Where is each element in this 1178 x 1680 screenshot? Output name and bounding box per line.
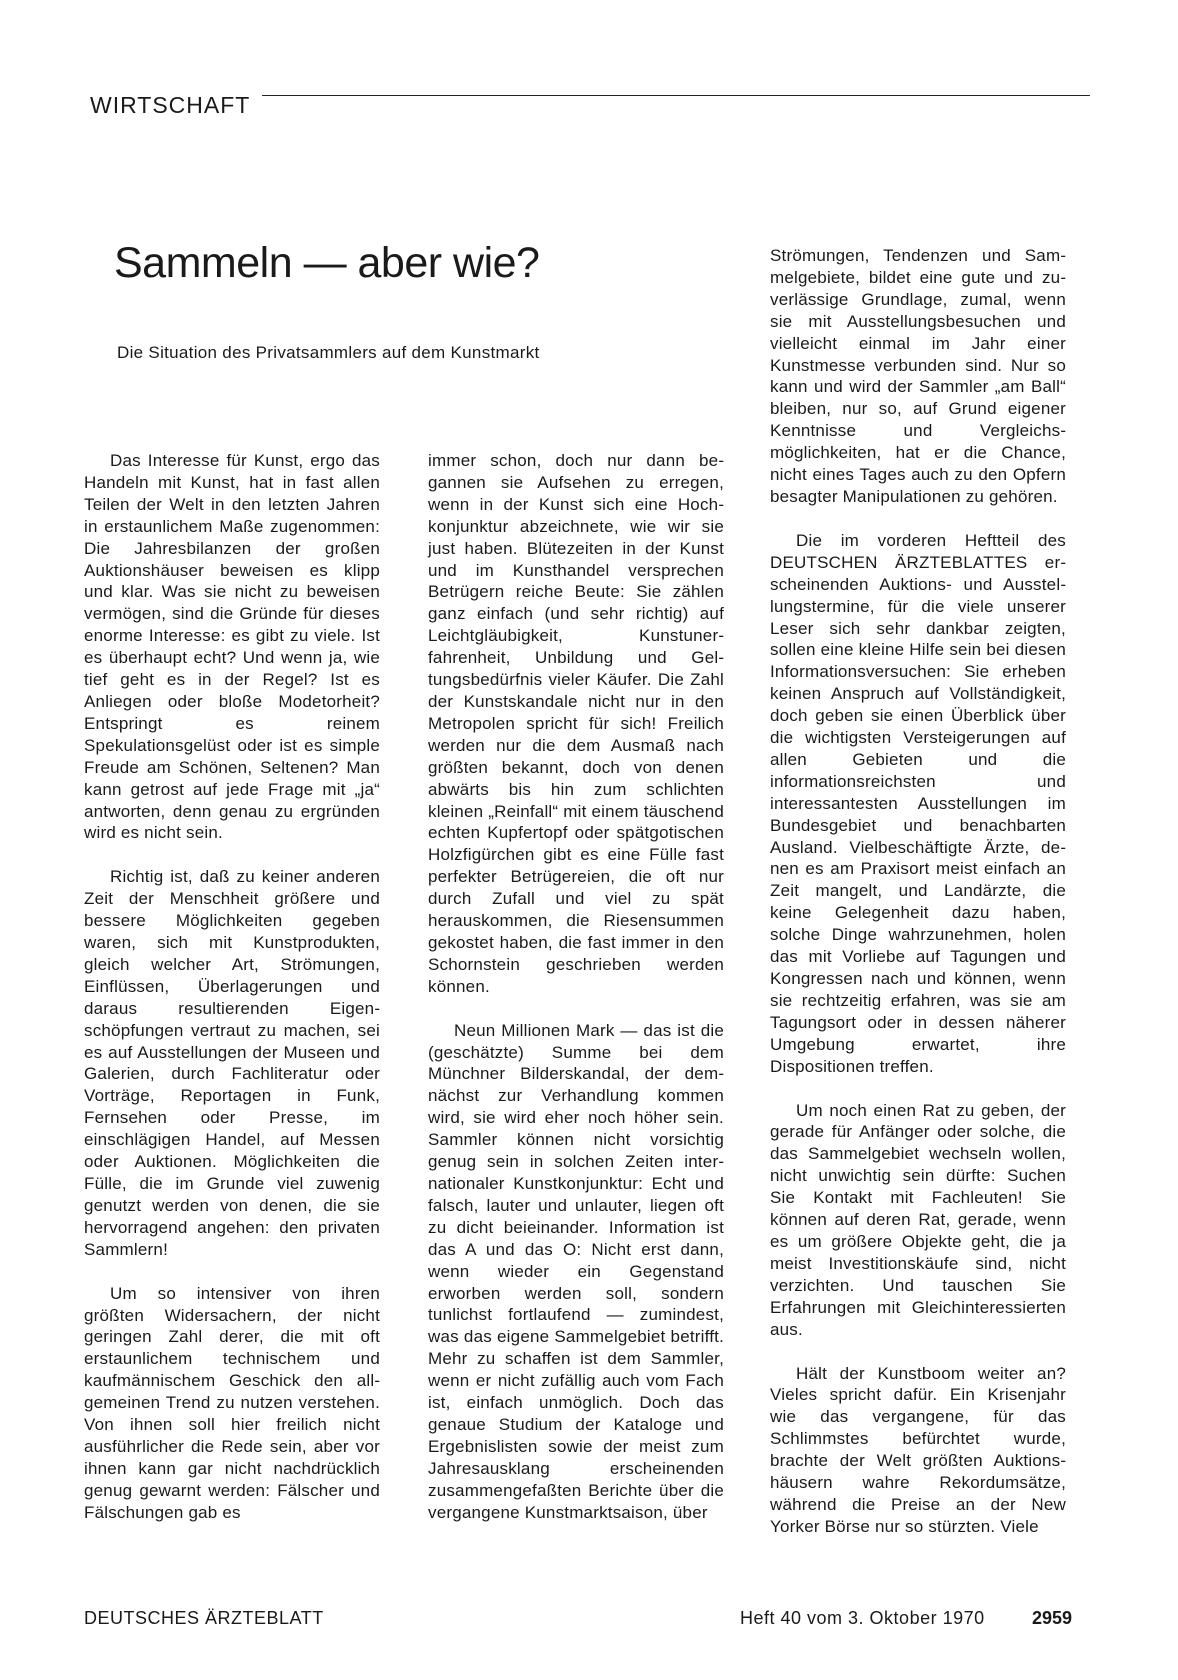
- section-header: [90, 88, 1090, 118]
- paragraph: Das Interesse für Kunst, ergo das Handeln mit Kunst, hat in fast allen Teilen der Welt in den letzten Jahren in erstaunlichem Maße zugenommen: Die Jahresbilanzen der großen Auktionshäuser beweisen es klipp und klar. Was sie nicht zu beweisen vermögen, sind die Gründe für dieses enorme Interesse: es gibt zu viele. Ist es überhaupt echt? Und wenn ja, wie tief geht es in der Regel? Ist es Anliegen oder bloße Modetorheit? Entspringt es reinem Spekulationsgelüst oder ist es simple Freude am Schönen, Seltenen? Man kann getrost auf jede Frage mit „ja“ antworten, denn genau zu ergründen wird es nicht sein.: [84, 451, 380, 843]
- article-title: Sammeln — aber wie?: [114, 239, 540, 287]
- page-number: 2959: [1032, 1608, 1073, 1628]
- paragraph: immer schon, doch nur dann begannen sie Aufsehen zu erregen, wenn in der Kunst sich eine Hochkonjunktur abzeichnete, wie wir sie just haben. Blütezeiten in der Kunst und im Kunsthandel versprechen Betrügern reiche Beute: Sie zählen ganz einfach (und sehr richtig) auf Leichtgläubigkeit, Kunstunerfahrenheit, Unbildung und Geltungsbedürfnis vieler Käufer. Die Zahl der Kunstskandale nicht nur in den Metropolen spricht für sich! Freilich werden nur die dem Ausmaß nach größten bekannt, doch von denen abwärts bis hin zum schlichten kleinen „Reinfall“ mit einem täuschend echten Kupfertopf oder spätgotischen Holzfigürchen gibt es eine Fülle fast perfekter Betrügereien, die oft nur durch Zufall und viel zu spät herauskommen, die Riesensummen gekostet haben, die fast immer in den Schornstein geschrieben werden können.: [428, 451, 724, 996]
- paragraph: Die im vorderen Heftteil des DEUTSCHEN ÄRZTEBLATTES erscheinenden Auktions- und Ausstellungstermine, für die viele unserer Leser sich sehr dankbar zeigten, sollen eine kleine Hilfe sein bei diesen Informationsversuchen: Sie erheben keinen Anspruch auf Vollständigkeit, doch geben sie einen Überblick über die wichtigsten Versteigerungen auf allen Gebieten und die informationsreichsten und interessantesten Ausstellungen im Bundesgebiet und benachbarten Ausland. Vielbeschäftigte Ärzte, denen es am Praxisort meist einfach an Zeit mangelt, und Landärzte, die keine Gelegenheit dazu haben, solche Dinge wahrzunehmen, holen das mit Vorliebe auf Tagungen und Kongressen nach und können, wenn sie rechtzeitig erfahren, was sie am Tagungsort oder in dessen näherer Umgebung erwartet, ihre Dispositionen treffen.: [770, 530, 1066, 1076]
- paragraph: Strömungen, Tendenzen und Sammelgebiete, bildet eine gute und zuverlässige Grundlage, zumal, wenn sie mit Ausstellungsbesuchen und vielleicht einmal im Jahr einer Kunstmesse verbunden sind. Nur so kann und wird der Sammler „am Ball“ bleiben, nur so, auf Grund eigener Kenntnisse und Vergleichsmöglichkeiten, hat er die Chance, nicht eines Tages auch zu den Opfern besagter Manipulationen zu gehören.: [770, 246, 1066, 506]
- paragraph: Um so intensiver von ihren größten Widersachern, der nicht geringen Zahl derer, die mit oft erstaunlichem technischem und kaufmännischem Geschick den allgemeinen Trend zu nutzen verstehen. Von ihnen soll hier freilich nicht ausführlicher die Rede sein, aber vor ihnen kann gar nicht nachdrücklich genug gewarnt werden: Fälscher und Fälschungen gab es: [84, 1283, 380, 1522]
- article-subtitle: Die Situation des Privatsammlers auf dem Kunstmarkt: [117, 343, 540, 362]
- footer-publication: DEUTSCHES ÄRZTEBLATT: [84, 1608, 324, 1628]
- footer-issue: Heft 40 vom 3. Oktober 1970: [740, 1608, 985, 1628]
- paragraph: Neun Millionen Mark — das ist die (geschätzte) Summe bei dem Münchner Bilderskandal, der demnächst zur Verhandlung kommen wird, sie wird eher noch höher sein. Sammler können nicht vorsichtig genug sein in solchen Zeiten internationaler Kunstkonjunktur: Echt und falsch, lauter und unlauter, liegen oft zu dicht beieinander. Information ist das A und das O: Nicht erst dann, wenn wieder ein Gegenstand erworben werden soll, sondern tunlichst fortlaufend — zumindest, was das eigene Sammelgebiet betrifft. Mehr zu schaffen ist dem Sammler, wenn er nicht zufällig auch vom Fach ist, einfach unmöglich. Doch das genaue Studium der Kataloge und Ergebnislisten sowie der meist zum Jahresausklang erscheinenden zusammengefaßten Berichte über die vergangene Kunstmarktsaison, über: [428, 1020, 724, 1522]
- section-label: WIRTSCHAFT: [90, 92, 251, 118]
- paragraph: Um noch einen Rat zu geben, der gerade für Anfänger oder solche, die das Sammelgebiet wechseln wollen, nicht unwichtig sein dürfte: Suchen Sie Kontakt mit Fachleuten! Sie können auf deren Rat, gerade, wenn es um größere Objekte geht, die ja meist Investitionskäufe sind, nicht verzichten. Und tauschen Sie Erfahrungen mit Gleichinteressierten aus.: [770, 1100, 1066, 1339]
- paragraph: Hält der Kunstboom weiter an? Vieles spricht dafür. Ein Krisenjahr wie das vergangene, für das Schlimmstes befürchtet wurde, brachte der Welt größten Auktionshäusern wahre Rekordumsätze, während die Preise an der New Yorker Börse nur so stürzten. Viele: [770, 1363, 1066, 1536]
- text-column-2: [428, 450, 724, 1524]
- text-column-1: [84, 450, 380, 1524]
- section-rule: [262, 95, 1090, 96]
- text-column-3: [770, 245, 1066, 1538]
- paragraph: Richtig ist, daß zu keiner anderen Zeit der Menschheit größere und bessere Möglichkeiten gegeben waren, sich mit Kunstprodukten, gleich welcher Art, Strömungen, Einflüssen, Überlagerungen und daraus resultierenden Eigenschöpfungen vertraut zu machen, sei es auf Ausstellungen der Museen und Galerien, durch Fachliteratur oder Vorträge, Reportagen in Funk, Fernsehen oder Presse, im einschlägigen Handel, auf Messen oder Auktionen. Möglichkeiten die Fülle, die im Grunde viel zuwenig genutzt werden von denen, die sie hervorragend angehen: den privaten Sammlern!: [84, 867, 380, 1259]
